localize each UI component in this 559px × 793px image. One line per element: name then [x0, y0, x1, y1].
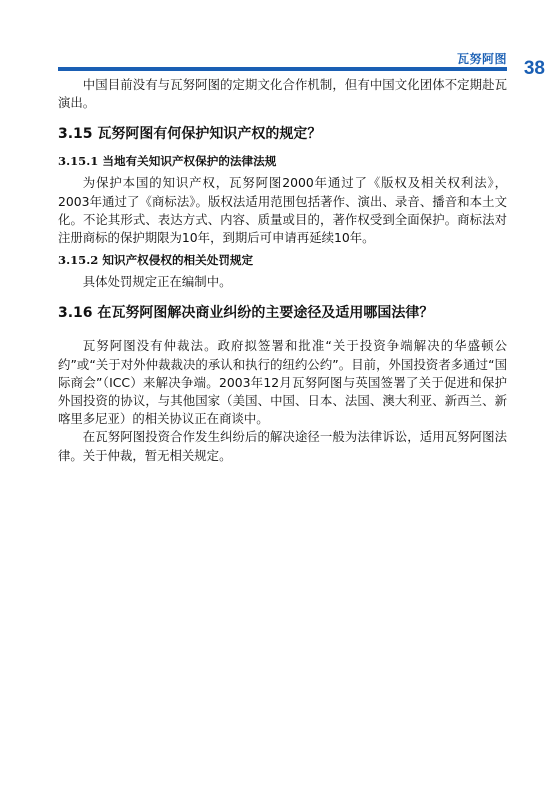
paragraph-3-16-2: 在瓦努阿图投资合作发生纠纷后的解决途径一般为法律诉讼，适用瓦努阿图法律。关于仲裁，暂无相关规定。 — [58, 429, 507, 463]
page-number: 38 — [523, 58, 545, 79]
intro-paragraph: 中国目前没有与瓦努阿图的定期文化合作机制，但有中国文化团体不定期赴瓦演出。 — [58, 77, 507, 111]
paragraph-3-16-1: 瓦努阿图没有仲裁法。政府拟签署和批准“关于投资争端解决的华盛顿公约”或“关于对外仲裁裁决的承认和执行的纽约公约”。目前，外国投资者多通过“国际商会”（ICC）来解决争端。2003年12月瓦努阿图与英国签署了关于促进和保护外国投资的协议，与其他国家（美国、中国、日本、法国、澳大利亚、新西兰、新喀里多尼亚）的相关协议正在商谈中。 — [58, 338, 507, 427]
header-rule — [58, 67, 507, 71]
running-header-title: 瓦努阿图 — [456, 52, 507, 66]
spacer — [58, 144, 507, 152]
paragraph-3-15-2: 具体处罚规定正在编制中。 — [82, 274, 232, 290]
spacer — [58, 291, 507, 303]
section-heading-3-16: 3.16 在瓦努阿图解决商业纠纷的主要途径及适用哪国法律？ — [58, 305, 434, 322]
section-heading-3-15: 3.15 瓦努阿图有何保护知识产权的规定？ — [58, 126, 322, 143]
page-content — [58, 76, 507, 465]
paragraph-3-15-1: 为保护本国的知识产权，瓦努阿图2000年通过了《版权及相关权利法》，2003年通过了《商标法》。版权法适用范围包括著作、演出、录音、播音和本土文化。不论其形式、表达方式、内容、质量或目的，著作权受到全面保护。商标法对注册商标的保护期限为10年，到期后可申请再延续10年。 — [58, 175, 507, 246]
spacer — [58, 112, 507, 124]
spacer — [58, 323, 507, 337]
sub-heading-3-15-2: 3.15.2 知识产权侵权的相关处罚规定 — [58, 253, 254, 268]
sub-heading-3-15-1: 3.15.1 当地有关知识产权保护的法律法规 — [58, 154, 277, 169]
